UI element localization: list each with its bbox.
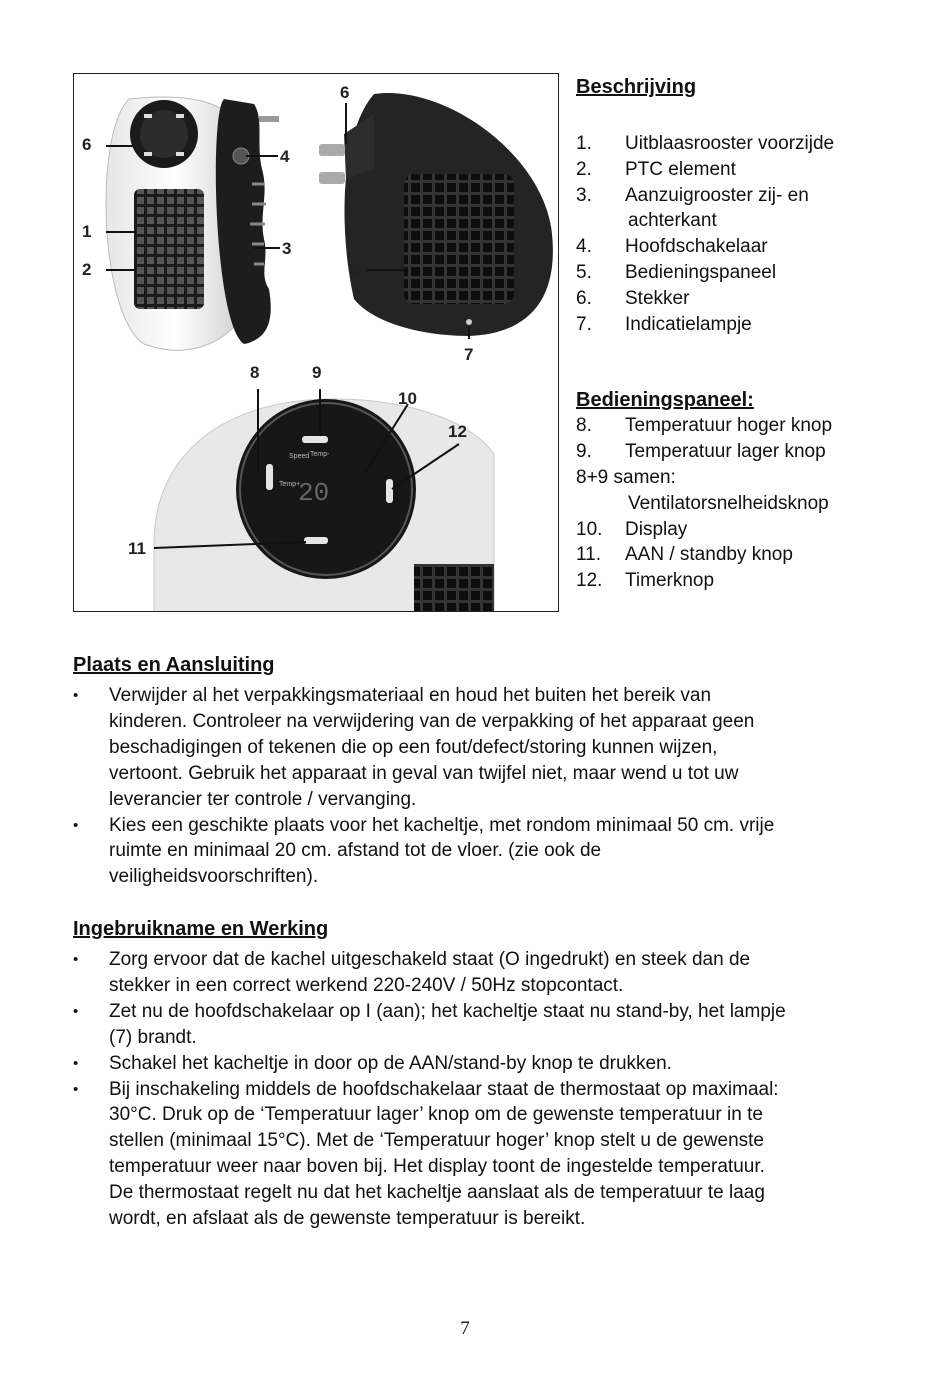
combo-label: 8+9 samen: <box>576 466 676 488</box>
description-list <box>576 131 946 337</box>
list-item: 3. Aanzuigrooster zij- en achterkant <box>576 184 809 232</box>
callout-8: 8 <box>250 363 260 382</box>
list-item: 5. Bedieningspaneel <box>576 261 777 283</box>
placement-section <box>73 652 873 890</box>
control-panel-closeup <box>154 399 494 612</box>
outlet-grille <box>134 189 204 309</box>
placement-heading: Plaats en Aansluiting <box>73 654 275 676</box>
operation-heading: Ingebruikname en Werking <box>73 918 329 940</box>
callout-3-rear: 3 <box>350 260 360 279</box>
list-item: 10. Display <box>576 518 688 540</box>
plug-pin <box>319 144 345 156</box>
control-panel-list-b <box>576 517 946 594</box>
bullet-item: • Zet nu de hoofdschakelaar op I (aan); het kacheltje staat nu stand-by, het lampje (7) brandt. <box>73 999 873 1051</box>
list-item: 4. Hoofdschakelaar <box>576 236 768 258</box>
product-figure <box>73 73 559 612</box>
heater-front-view <box>106 97 279 350</box>
callout-4: 4 <box>280 147 290 166</box>
callout-9: 9 <box>312 363 322 382</box>
bullet-item: • Zorg ervoor dat de kachel uitgeschakeld staat (O ingedrukt) en steek dan de stekker in een correct werkend 220-240V / 50Hz stopcontact. <box>73 947 873 999</box>
callout-1: 1 <box>82 222 92 241</box>
callout-11: 11 <box>128 539 146 558</box>
bullet-item: • Bij inschakeling middels de hoofdschakelaar staat de thermostaat op maximaal: 30°C. Druk op de ‘Temperatuur lager’ knop om de gewenste temperatuur in te stellen (minimaal 15°C). Met de ‘Temperatuur hoger’ knop stelt u de gewenste temperatuur weer naar boven bij. Het display toont de ingestelde temperatuur. De thermostaat regelt nu dat het kacheltje aanslaat als de temperatuur te laag wordt, en afslaat als de gewenste temperatuur is bereikt. <box>73 1077 873 1232</box>
page-number: 7 <box>460 1318 470 1339</box>
intake-grille <box>404 174 514 304</box>
description-title: Beschrijving <box>576 76 697 98</box>
control-panel-list <box>576 413 946 465</box>
heater-rear-view <box>319 93 553 336</box>
list-item: 6. Stekker <box>576 287 690 309</box>
bullet-item: • Kies een geschikte plaats voor het kacheltje, met rondom minimaal 50 cm. vrije ruimte en minimaal 20 cm. afstand tot de vloer. (zie ook de veiligheidsvoorschriften). <box>73 813 873 891</box>
operation-section <box>73 916 873 1232</box>
list-item: 7. Indicatielampje <box>576 313 752 335</box>
placement-bullets <box>73 683 873 890</box>
combo-text: Ventilatorsnelheidsknop <box>628 492 829 514</box>
description-column <box>576 74 946 594</box>
callout-12: 12 <box>448 422 467 441</box>
control-panel-title: Bedieningspaneel: <box>576 389 754 412</box>
plug-pin <box>319 172 345 184</box>
list-item: 9. Temperatuur lager knop <box>576 441 826 463</box>
callout-5: 6 <box>82 135 92 154</box>
temp-plus-label: Temp+ <box>279 481 301 488</box>
callout-7: 7 <box>464 345 474 364</box>
list-item: 2. PTC element <box>576 158 736 180</box>
heater-illustration <box>74 74 559 612</box>
operation-bullets <box>73 947 873 1232</box>
list-item: 12. Timerknop <box>576 570 715 592</box>
speed-label: Speed <box>289 453 310 460</box>
callout-2: 2 <box>82 260 92 279</box>
display-digits: 20 <box>298 478 330 508</box>
bullet-item: • Schakel het kacheltje in door op de AAN/stand-by knop te drukken. <box>73 1051 873 1077</box>
temp-minus-label: Temp- <box>310 451 330 458</box>
callout-6: 6 <box>340 83 350 102</box>
list-item: 8. Temperatuur hoger knop <box>576 415 833 437</box>
bullet-item: • Verwijder al het verpakkingsmateriaal en houd het buiten het bereik van kinderen. Controleer na verwijdering van de verpakking of het apparaat geen beschadigingen of tekenen die op een fout/defect/storing kunnen wijzen, vertoont. Gebruik het apparaat in geval van twijfel niet, maar wend u tot uw leverancier ter controle / vervanging. <box>73 683 873 813</box>
callout-10: 10 <box>398 389 417 408</box>
callout-3-front: 3 <box>282 239 292 258</box>
list-item: 1. Uitblaasrooster voorzijde <box>576 133 835 154</box>
list-item: 11. AAN / standby knop <box>576 544 793 566</box>
